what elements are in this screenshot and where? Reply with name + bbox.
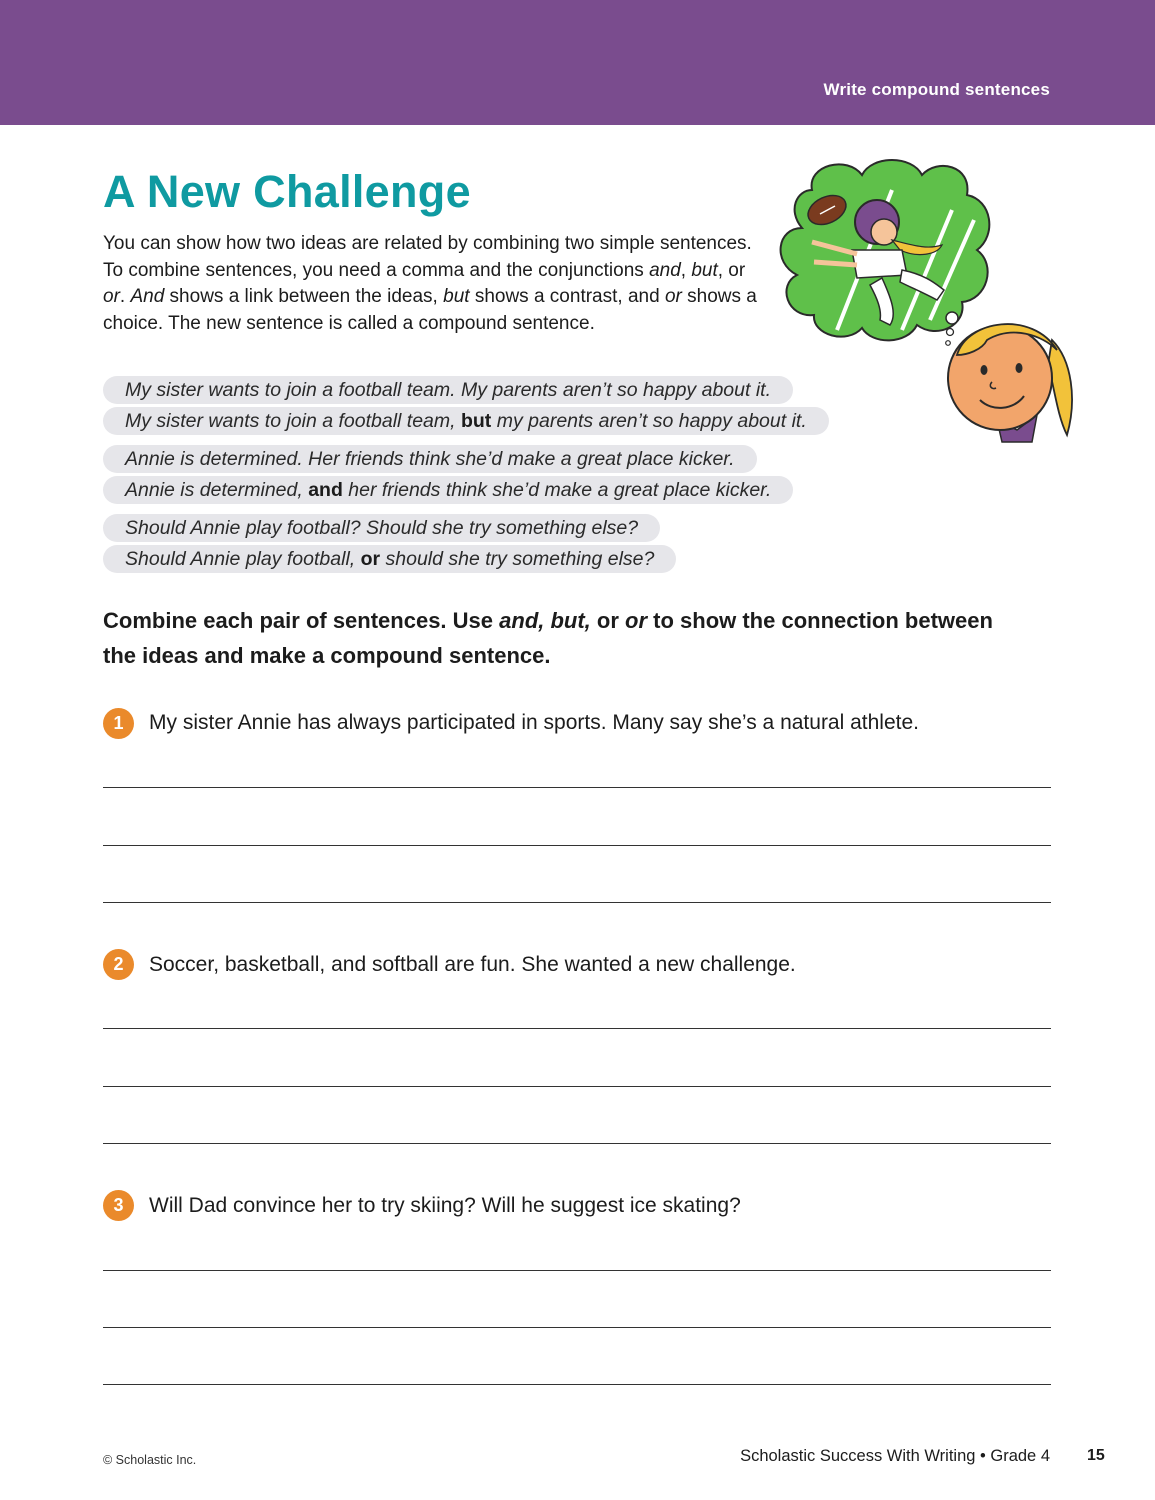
page-title: A New Challenge (103, 166, 471, 217)
intro-text: shows a choice. The new sentence is called a compound sentence. (103, 286, 757, 335)
conj-or: or (103, 286, 120, 308)
example-compound-3 (103, 545, 676, 573)
answer-line[interactable] (103, 1384, 1051, 1385)
answer-line[interactable] (103, 1028, 1051, 1029)
answer-line[interactable] (103, 1086, 1051, 1087)
girl-dreaming-football-icon (752, 150, 1082, 450)
directions-text: or (590, 608, 626, 633)
answer-line[interactable] (103, 1270, 1051, 1271)
example-conjunction: or (360, 548, 381, 570)
answer-line[interactable] (103, 1143, 1051, 1144)
example-compound-2 (103, 476, 793, 504)
example-compound-1 (103, 407, 829, 435)
example-text: should she try something else? (380, 548, 655, 570)
page-number: 15 (1087, 1447, 1105, 1464)
example-simple-1 (103, 376, 793, 404)
answer-line[interactable] (103, 787, 1051, 788)
book-title: Scholastic Success With Writing • Grade 4 (740, 1447, 1050, 1465)
conj-or: or (664, 286, 682, 308)
section-label: Write compound sentences (823, 80, 1050, 99)
example-text: Should Annie play football? Should she try something else? (125, 517, 639, 539)
intro-text: shows a contrast, and (469, 286, 665, 308)
intro-sep: , or (717, 259, 746, 281)
conj-but: but (691, 259, 718, 281)
conj-and-cap: And (130, 286, 165, 308)
example-conjunction: and (308, 479, 343, 501)
example-text: Annie is determined, (125, 479, 309, 501)
intro-paragraph (103, 231, 763, 338)
directions-text: to show the connection between the ideas and make a compound sentence. (103, 608, 993, 668)
question-text: Soccer, basketball, and softball are fun. She wanted a new challenge. (149, 953, 796, 976)
copyright: © Scholastic Inc. (103, 1453, 197, 1467)
example-simple-2 (103, 445, 757, 473)
intro-text: shows a link between the ideas, (164, 286, 444, 308)
conj-and: and (649, 259, 681, 281)
directions-conjunction-or: or (625, 608, 648, 633)
example-simple-3 (103, 514, 660, 542)
answer-line[interactable] (103, 902, 1051, 903)
girl-face-icon (948, 324, 1072, 442)
directions-conjunctions: and, but, (499, 608, 591, 633)
example-text: Should Annie play football, (125, 548, 361, 570)
header-band (0, 0, 1155, 125)
example-conjunction: but (460, 410, 492, 432)
conj-but: but (443, 286, 470, 308)
intro-text: You can show how two ideas are related by combining two simple sentences. To combine sentences, you need a comma and the conjunctions (103, 233, 752, 281)
intro-sep: , (680, 259, 692, 281)
directions-text: Combine each pair of sentences. Use (103, 608, 500, 633)
question-number-badge: 3 (103, 1190, 134, 1221)
question-text: Will Dad convince her to try skiing? Will he suggest ice skating? (149, 1194, 741, 1217)
question-number-badge: 2 (103, 949, 134, 980)
example-text: my parents aren’t so happy about it. (491, 410, 807, 432)
question-text: My sister Annie has always participated in sports. Many say she’s a natural athlete. (149, 711, 919, 734)
example-text: My sister wants to join a football team. My parents aren’t so happy about it. (125, 379, 771, 401)
answer-line[interactable] (103, 1327, 1051, 1328)
example-text: Annie is determined. Her friends think she’d make a great place kicker. (125, 448, 735, 470)
example-text: her friends think she’d make a great place kicker. (342, 479, 772, 501)
question-number-badge: 1 (103, 708, 134, 739)
answer-line[interactable] (103, 845, 1051, 846)
intro-sep: . (119, 286, 131, 308)
directions (103, 603, 1023, 673)
example-text: My sister wants to join a football team, (125, 410, 461, 432)
